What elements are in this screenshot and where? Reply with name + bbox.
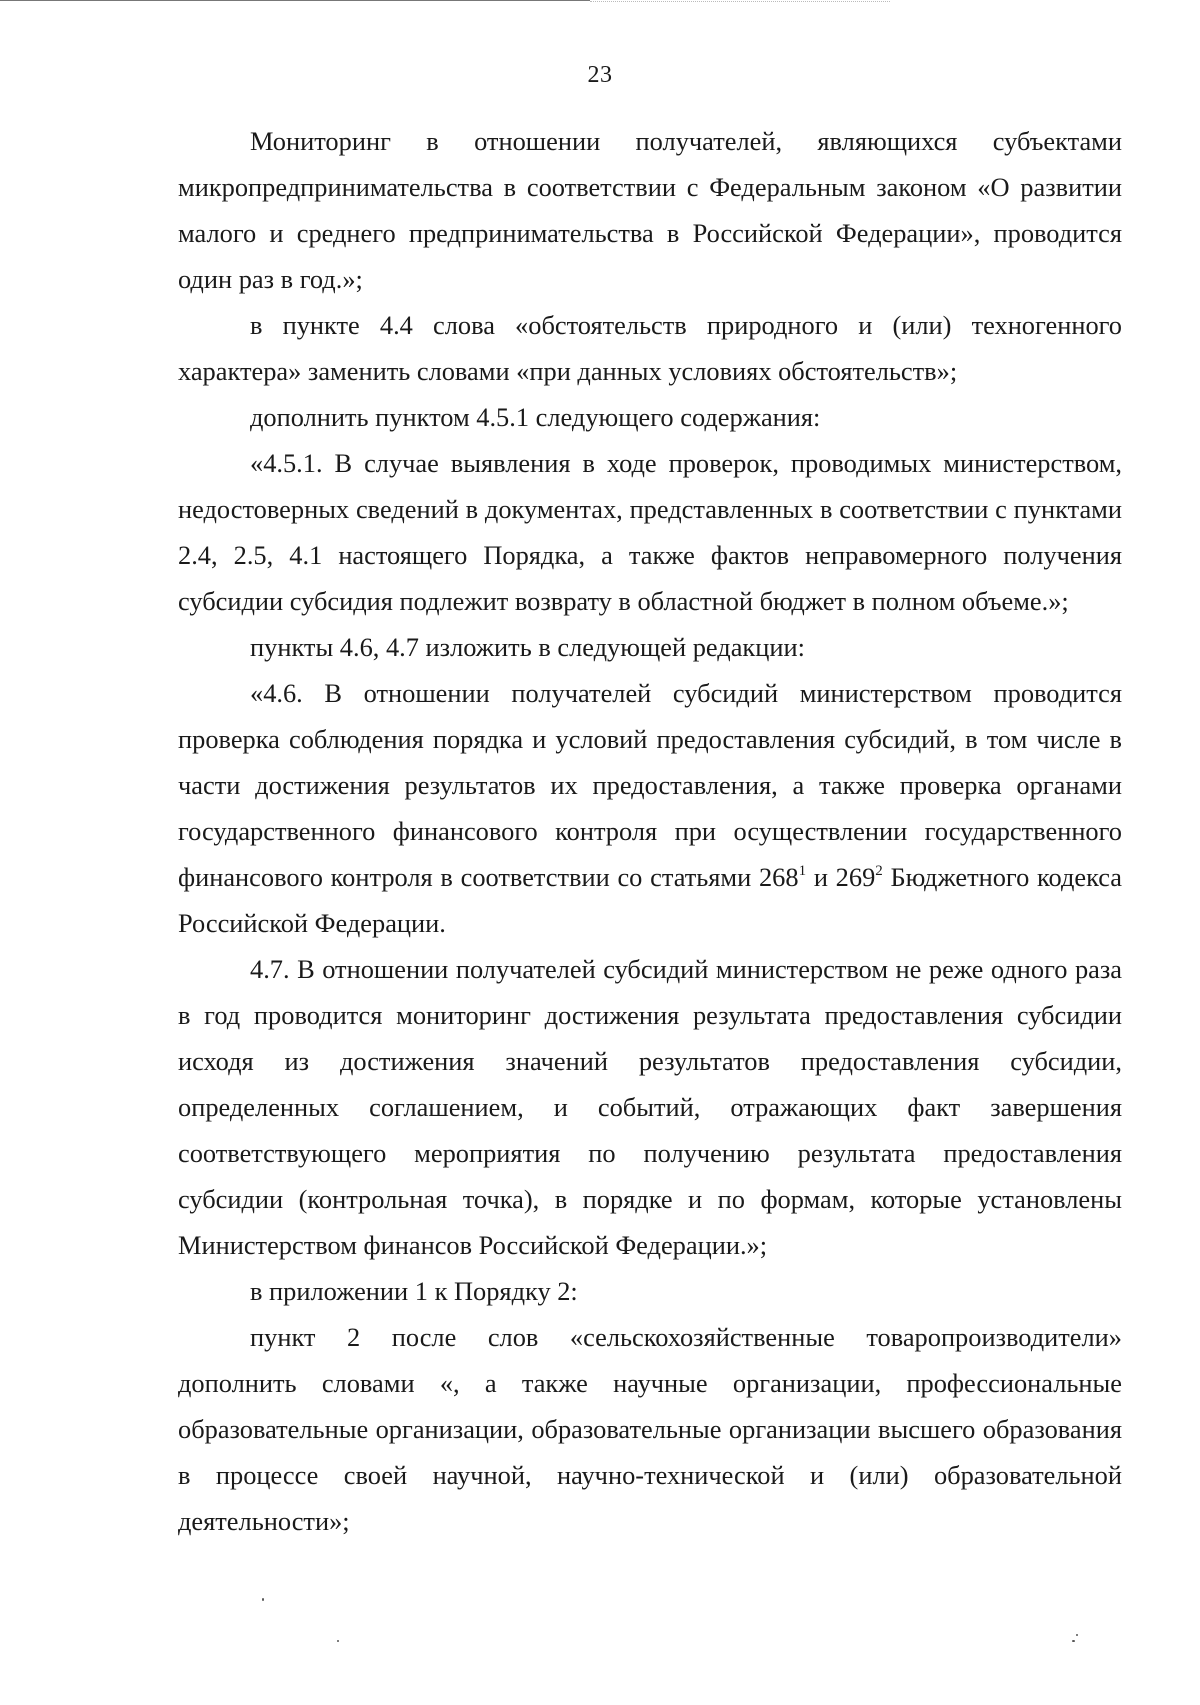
paragraph-monitoring: Мониторинг в отношении получателей, являющихся субъектами микропредпринимательства в соответствии с Федеральным законом «О развитии малого и среднего предпринимательства в Российской Федерации», проводится один раз в год.»; [178,126,1122,294]
page-number: 23 [587,62,613,88]
paragraph-4-6-text-end: Бюджетного кодекса Российской Федерации. [178,862,1122,938]
paragraph-appendix-1: в приложении 1 к Порядку 2: [250,1276,578,1306]
paragraph-4-6-text: «4.6. В отношении получателей субсидий министерством проводится проверка соблюдения порядка и условий предоставления субсидий, в том числе в части достижения результатов их предоставления, а также проверка органами государственного финансового контроля при осуществлении государственного финансового контроля в соответствии со статьями 268 [178,678,1122,892]
scan-speck [262,1598,264,1601]
scan-edge-line [590,1,890,2]
paragraph-add-4-5-1: дополнить пунктом 4.5.1 следующего содержания: [250,402,821,432]
paragraph-clause-4-4: в пункте 4.4 слова «обстоятельств природного и (или) техногенного характера» заменить словами «при данных условиях обстоятельств»; [178,310,1122,386]
scan-speck [337,1640,339,1642]
document-body [178,118,1122,1544]
scan-speck [1076,1634,1078,1636]
paragraph-clauses-4-6-4-7: пункты 4.6, 4.7 изложить в следующей редакции: [250,632,805,662]
superscript-1: 1 [798,863,807,879]
scan-edge-line [0,0,590,1]
paragraph-4-6-text-middle: и 269 [806,862,876,892]
superscript-2: 2 [875,863,883,879]
scan-speck [1072,1640,1075,1642]
paragraph-4-7: 4.7. В отношении получателей субсидий министерством не реже одного раза в год проводится мониторинг достижения результата предоставления субсидии исходя из достижения значений результатов предоставления субсидии, определенных соглашением, и событий, отражающих факт завершения соответствующего мероприятия по получению результата предоставления субсидии (контрольная точка), в порядке и по формам, которые установлены Министерством финансов Российской Федерации.»; [178,954,1122,1260]
paragraph-4-5-1: «4.5.1. В случае выявления в ходе проверок, проводимых министерством, недостоверных сведений в документах, представленных в соответствии с пунктами 2.4, 2.5, 4.1 настоящего Порядка, а также фактов неправомерного получения субсидии субсидия подлежит возврату в областной бюджет в полном объеме.»; [178,448,1122,616]
paragraph-point-2: пункт 2 после слов «сельскохозяйственные товаропроизводители» дополнить словами «, а также научные организации, профессиональные образовательные организации, образовательные организации высшего образования в процессе своей научной, научно-технической и (или) образовательной деятельности»; [178,1322,1122,1536]
paragraph-4-6 [178,670,1122,946]
